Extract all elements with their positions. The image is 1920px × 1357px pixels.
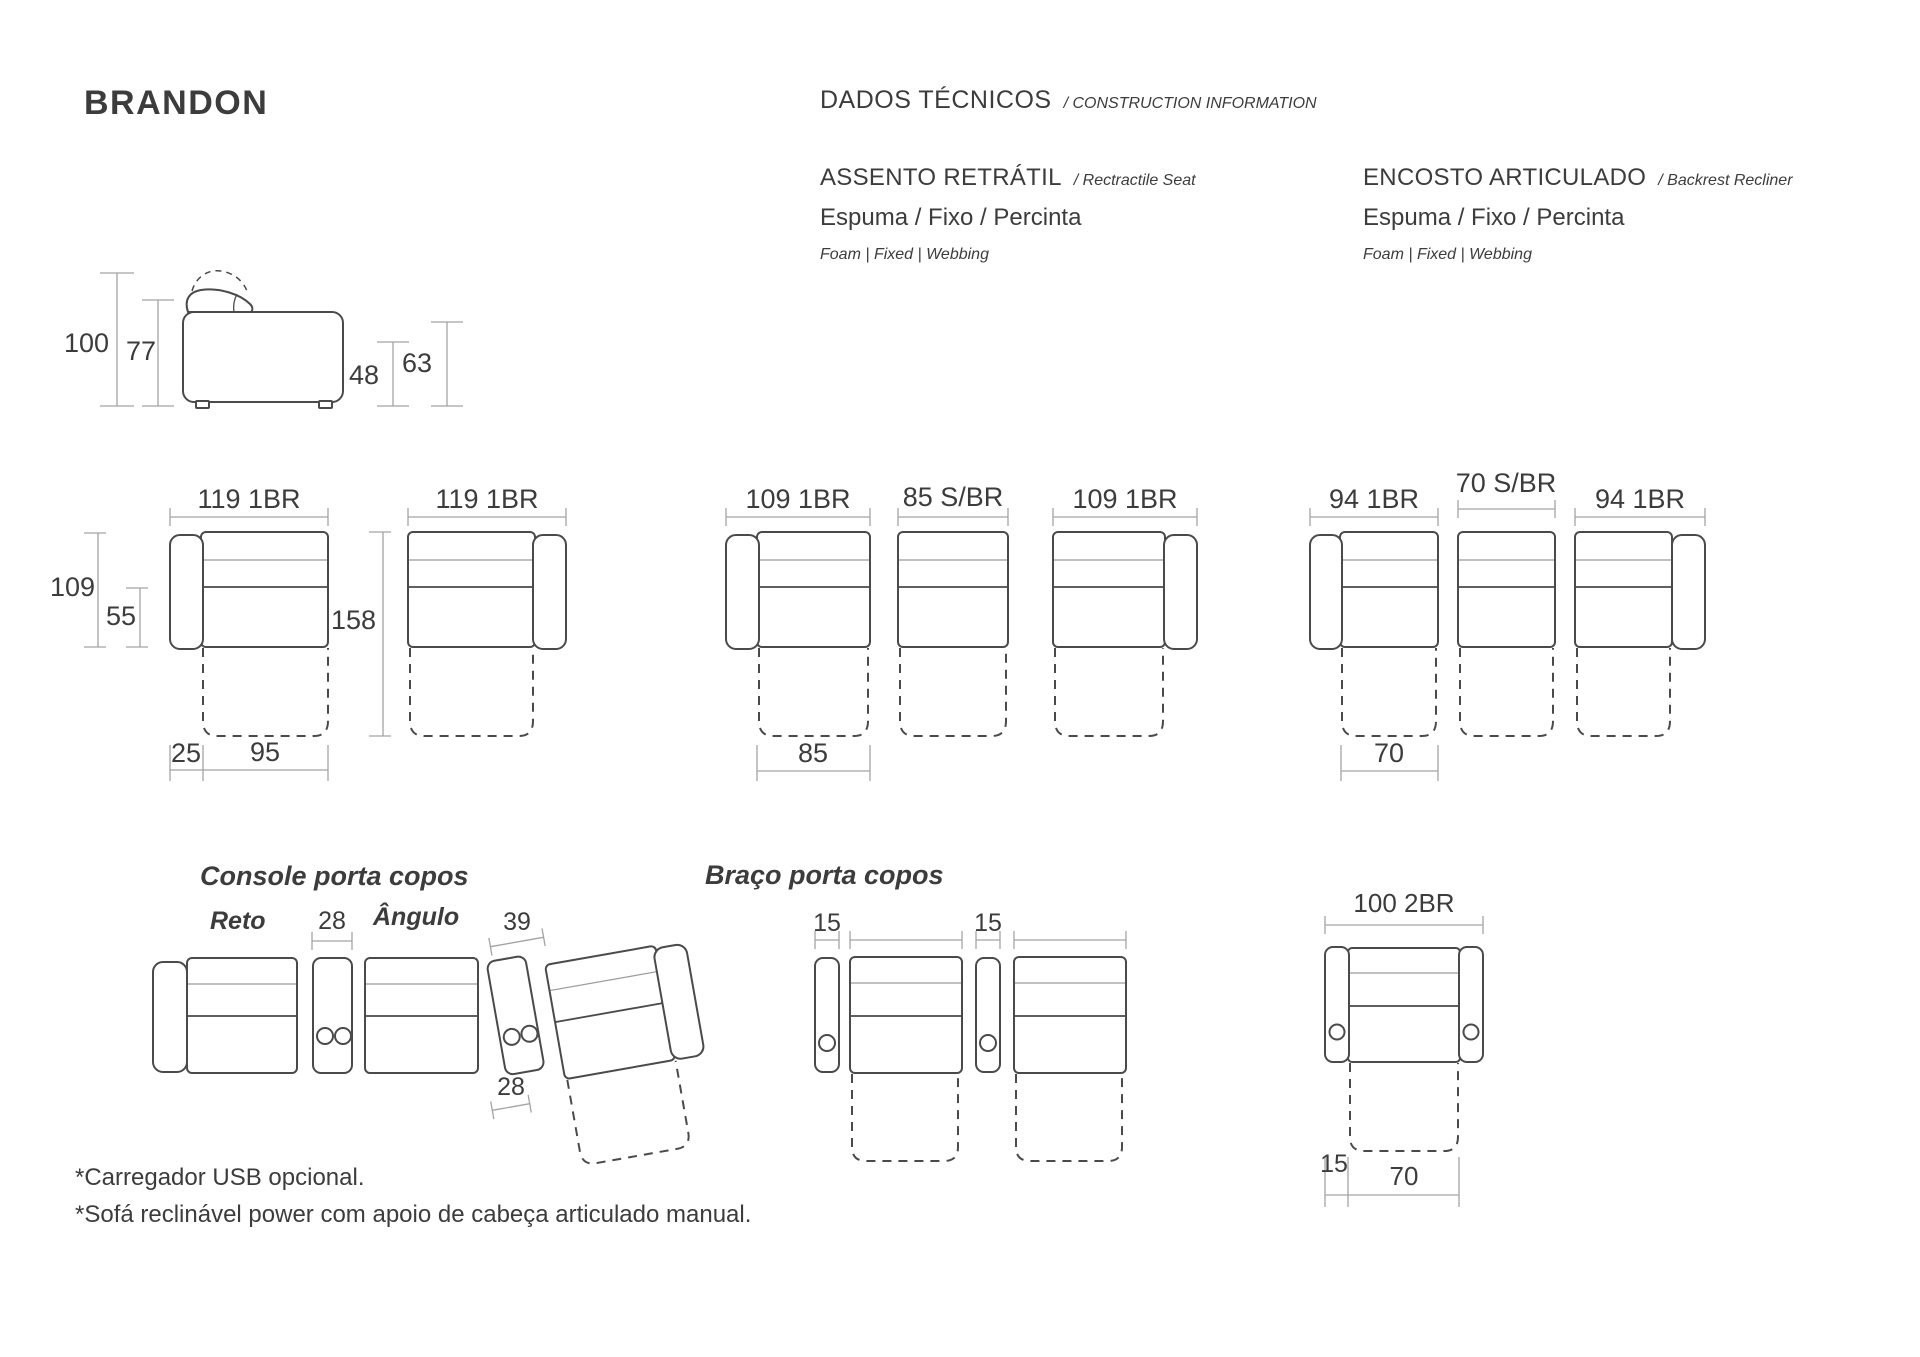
assento-header bbox=[820, 166, 1196, 190]
plan94-left-label: 94 1BR bbox=[1328, 484, 1420, 514]
assento-subtitle: / Rectractile Seat bbox=[1073, 172, 1196, 189]
encosto-header bbox=[1363, 166, 1793, 190]
footnote-usb: *Carregador USB opcional. bbox=[75, 1164, 365, 1191]
console-diagrams bbox=[153, 928, 720, 1165]
console-label-straight: Reto bbox=[210, 907, 266, 935]
console-width-angled-back: 39 bbox=[503, 908, 531, 936]
plan109-left-label: 109 1BR bbox=[745, 484, 851, 514]
plan109-right-label: 109 1BR bbox=[1072, 484, 1178, 514]
plan119-left-label: 119 1BR bbox=[197, 484, 301, 514]
plan94-seat-width: 70 bbox=[1373, 738, 1405, 768]
assento-materials: Espuma / Fixo / Percinta bbox=[820, 204, 1082, 231]
encosto-materials-en: Foam | Fixed | Webbing bbox=[1363, 246, 1532, 263]
assento-title: ASSENTO RETRÁTIL bbox=[820, 164, 1062, 191]
plan94-right-label: 94 1BR bbox=[1594, 484, 1686, 514]
plan119-right-label: 119 1BR bbox=[435, 484, 539, 514]
console-heading: Console porta copos bbox=[200, 861, 469, 891]
encosto-subtitle: / Backrest Recliner bbox=[1658, 172, 1793, 189]
console-label-angled: Ângulo bbox=[373, 903, 460, 931]
braco-arm-width-right: 15 bbox=[974, 909, 1002, 937]
plan119-depth: 109 bbox=[50, 572, 96, 602]
console-width-straight: 28 bbox=[318, 907, 346, 935]
footnote-recliner: *Sofá reclinável power com apoio de cabeça articulado manual. bbox=[75, 1201, 752, 1228]
plan119-arm-width: 25 bbox=[170, 738, 202, 768]
plan94-center-label: 70 S/BR bbox=[1455, 468, 1557, 498]
plan119-seat-width: 95 bbox=[249, 737, 281, 767]
console-width-angled-front: 28 bbox=[497, 1073, 525, 1101]
assento-materials-en: Foam | Fixed | Webbing bbox=[820, 246, 989, 263]
plan-group-109 bbox=[726, 508, 1197, 781]
plan119-seat-depth: 55 bbox=[106, 601, 137, 631]
twobr-label: 100 2BR bbox=[1353, 888, 1455, 918]
side-seat-height: 48 bbox=[349, 360, 380, 390]
side-arm-height: 63 bbox=[402, 348, 433, 378]
side-total-height: 100 bbox=[64, 328, 110, 358]
encosto-title: ENCOSTO ARTICULADO bbox=[1363, 164, 1647, 191]
encosto-materials: Espuma / Fixo / Percinta bbox=[1363, 204, 1625, 231]
section-header bbox=[820, 88, 1317, 113]
braco-arm-width-left: 15 bbox=[813, 909, 841, 937]
plan-group-119 bbox=[84, 508, 566, 781]
braco-heading: Braço porta copos bbox=[705, 860, 944, 890]
header-title: DADOS TÉCNICOS bbox=[820, 86, 1052, 114]
product-title: BRANDON bbox=[84, 84, 269, 122]
plan109-seat-width: 85 bbox=[797, 738, 829, 768]
side-back-height: 77 bbox=[126, 336, 157, 366]
plan119-depth-extended: 158 bbox=[331, 605, 377, 635]
plan109-center-label: 85 S/BR bbox=[902, 482, 1004, 512]
header-subtitle: / CONSTRUCTION INFORMATION bbox=[1063, 95, 1317, 112]
plan-group-94 bbox=[1310, 500, 1705, 781]
twobr-arm-width: 15 bbox=[1320, 1150, 1348, 1178]
twobr-seat-width: 70 bbox=[1389, 1161, 1419, 1191]
braco-diagrams bbox=[815, 931, 1126, 1161]
